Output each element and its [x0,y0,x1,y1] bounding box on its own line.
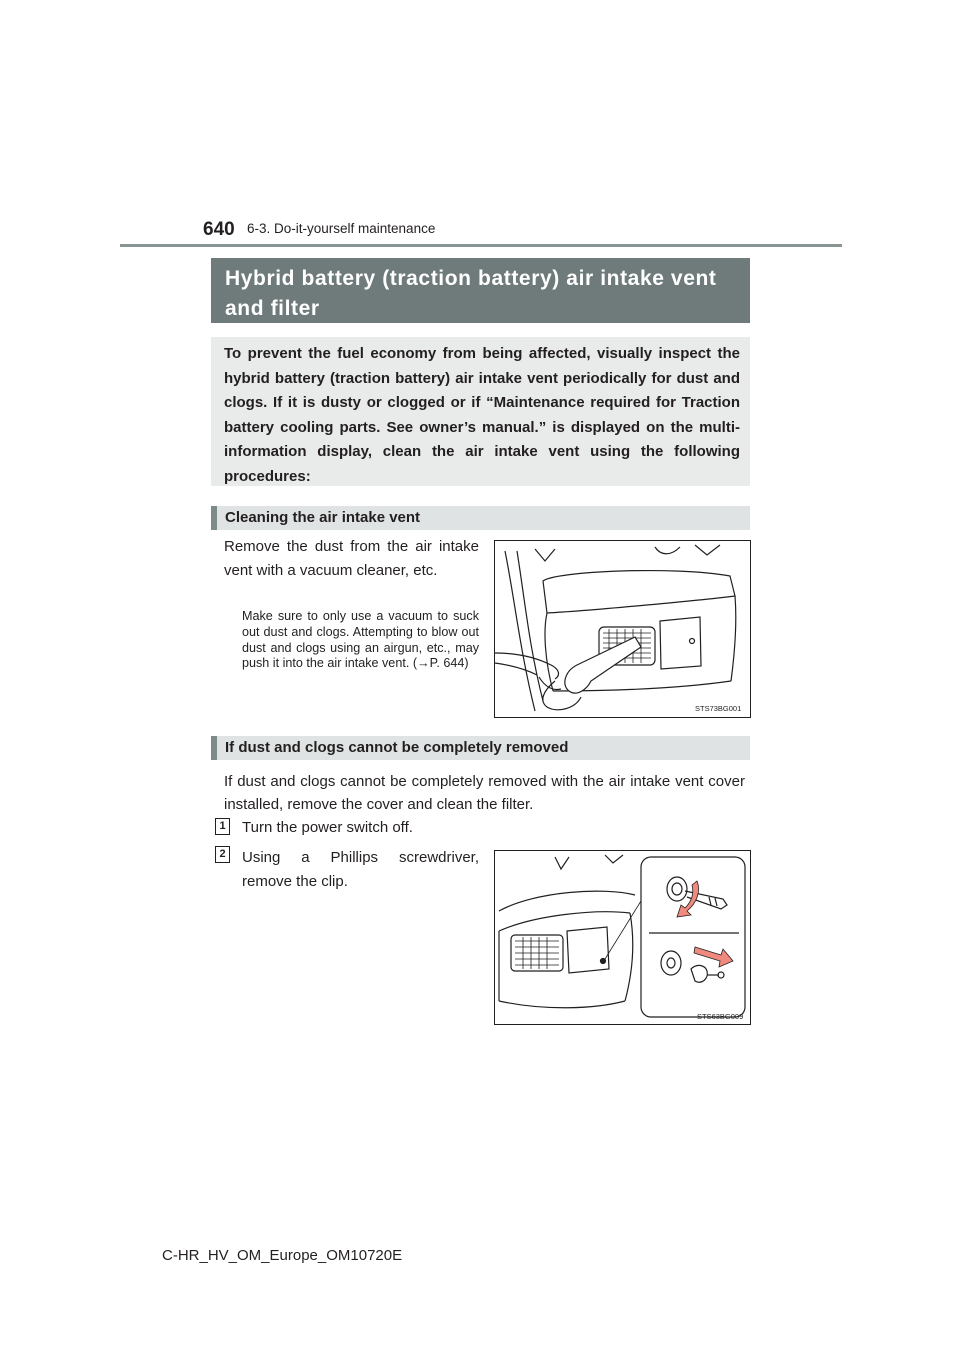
clip-illustration-svg [495,851,750,1024]
step-number-1: 1 [215,818,230,835]
figure-code: STS73BG001 [695,704,742,713]
subheading-label: Cleaning the air intake vent [225,509,421,526]
page-title: Hybrid battery (traction battery) air intake vent and filter [225,267,717,320]
subheading-label: If dust and clogs cannot be completely removed [225,739,569,756]
section-label: 6-3. Do-it-yourself maintenance [247,221,436,236]
cleaning-note: Make sure to only use a vacuum to suck out dust and clogs. Attempting to blow out dust and clogs using an airgun, etc., may push it into the air intake vent. (→P. 644) [242,609,479,671]
clip-removal-illustration [494,850,751,1025]
subheading-accent [211,736,217,760]
step-1-text: Turn the power switch off. [242,819,413,836]
subheading-cleaning [211,506,750,530]
header-rule [120,244,842,247]
filter-instruction: If dust and clogs cannot be completely removed with the air intake vent cover installed, remove the cover and clean the filter. [224,773,745,813]
figure-code: STS63BG009 [697,1012,744,1021]
step-2-text: Using a Phillips screwdriver, remove the clip. [242,849,479,890]
vacuum-cleaning-illustration [494,540,751,718]
step-number-2: 2 [215,846,230,863]
footer-doc-id: C-HR_HV_OM_Europe_OM10720E [162,1247,403,1264]
subheading-accent [211,506,217,530]
intro-text: To prevent the fuel economy from being affected, visually inspect the hybrid battery (traction battery) air intake vent periodically for dust and clogs. If it is dusty or clogged or if “Maintenance required for Traction battery cooling parts. See owner’s manual.” is displayed on the multi-information display, clean the air intake vent using the following procedures: [224,345,740,485]
vacuum-illustration-svg [495,541,750,717]
cleaning-instruction: Remove the dust from the air intake vent with a vacuum cleaner, etc. [224,538,479,579]
page-number: 640 [203,219,235,240]
subheading-not-removed [211,736,750,760]
